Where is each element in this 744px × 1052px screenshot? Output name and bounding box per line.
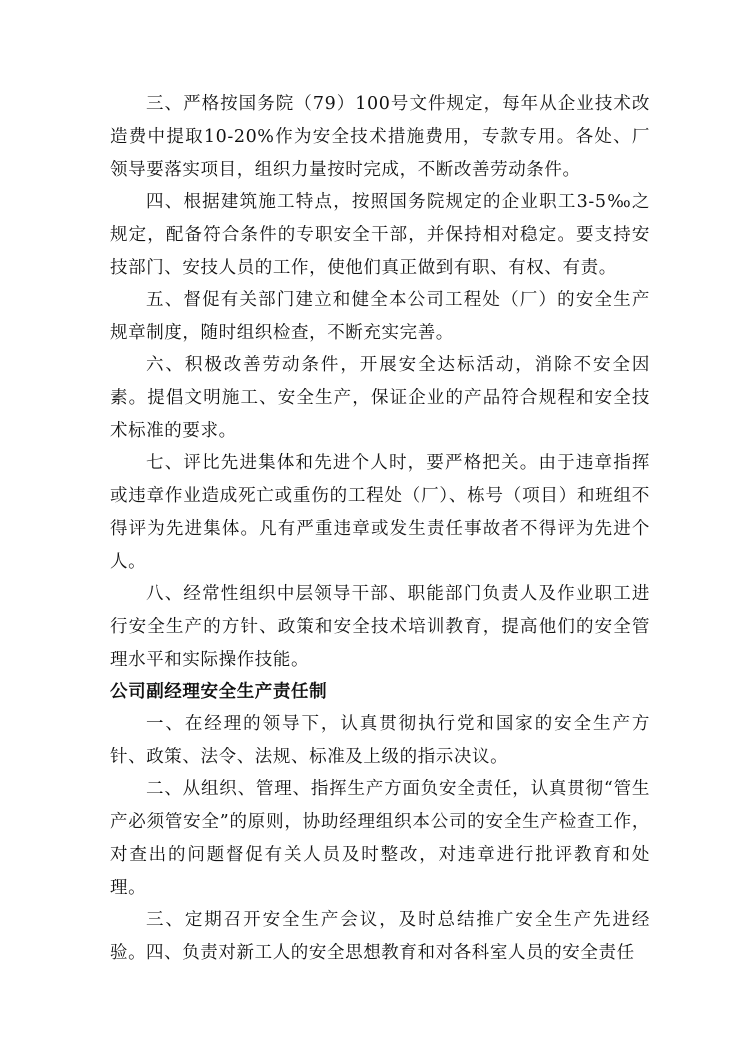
paragraph-duty-1: 一、在经理的领导下，认真贯彻执行党和国家的安全生产方针、政策、法令、法规、标准及上级的指示决议。 <box>110 714 650 767</box>
paragraph-item-3: 三、严格按国务院（79）100号文件规定，每年从企业技术改造费中提取10-20%作为安全技术措施费用，专款专用。各处、厂领导要落实项目，组织力量按时完成，不断改善劳动条件。 <box>110 94 650 180</box>
paragraph-item-8: 八、经常性组织中层领导干部、职能部门负责人及作业职工进行安全生产的方针、政策和安全技术培训教育，提高他们的安全管理水平和实际操作技能。 <box>110 584 650 670</box>
paragraph-duty-3: 三、定期召开安全生产会议，及时总结推广安全生产先进经验。 <box>110 910 650 963</box>
paragraph-item-5: 五、督促有关部门建立和健全本公司工程处（厂）的安全生产规章制度，随时组织检查，不断充实完善。 <box>110 290 650 343</box>
paragraph-duty-4: 四、负责对新工人的安全思想教育和对各科室人员的安全责任 <box>146 943 635 963</box>
paragraph-duty-2: 二、从组织、管理、指挥生产方面负安全责任，认真贯彻“管生产必须管安全”的原则，协助经理组织本公司的安全生产检查工作，对查出的问题督促有关人员及时整改，对违章进行批评教育和处理。 <box>110 779 650 898</box>
paragraph-item-6: 六、积极改善劳动条件，开展安全达标活动，消除不安全因素。提倡文明施工、安全生产，保证企业的产品符合规程和安全技术标准的要求。 <box>110 355 650 441</box>
paragraph-item-7: 七、评比先进集体和先进个人时，要严格把关。由于违章指挥或违章作业造成死亡或重伤的工程处（厂）、栋号（项目）和班组不得评为先进集体。凡有严重违章或发生责任事故者不得评为先进个人。 <box>110 453 650 572</box>
section-title: 公司副经理安全生产责任制 <box>110 682 328 702</box>
paragraph-item-4: 四、根据建筑施工特点，按照国务院规定的企业职工3-5‰之规定，配备符合条件的专职安全干部，并保持相对稳定。要支持安技部门、安技人员的工作，使他们真正做到有职、有权、有责。 <box>110 192 650 278</box>
